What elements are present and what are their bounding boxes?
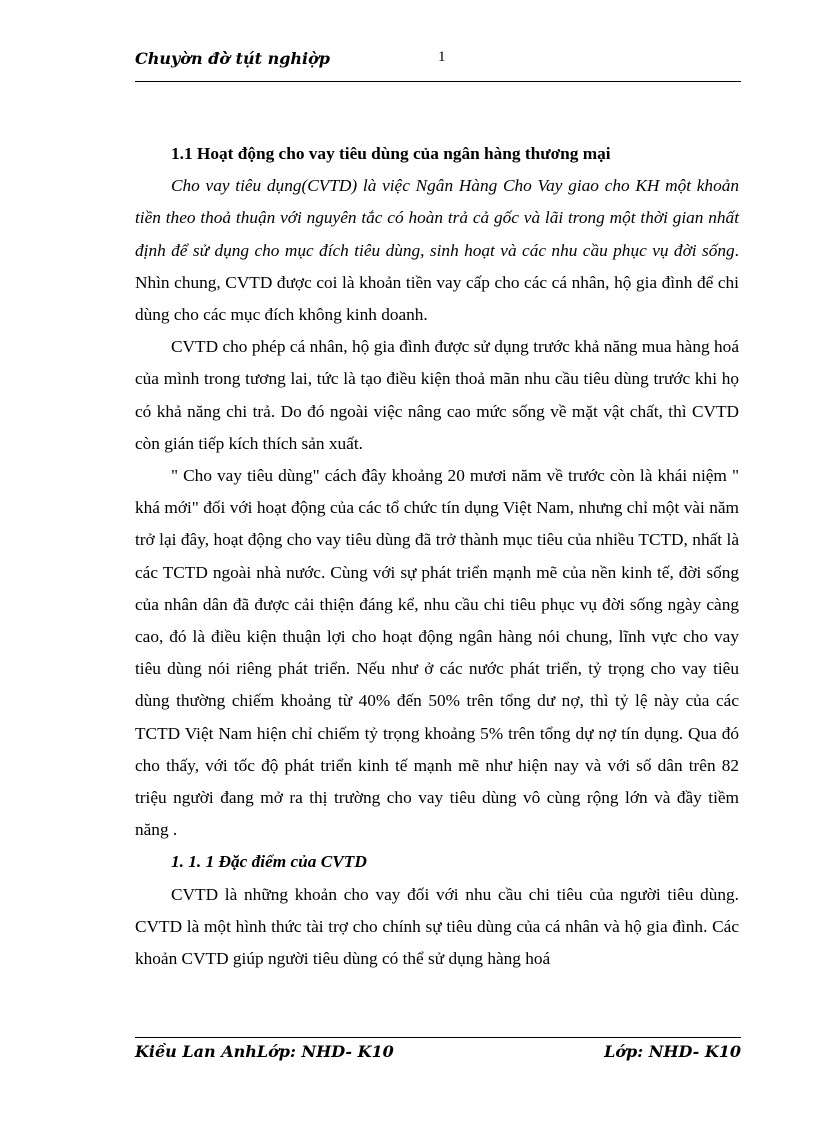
header-divider: [135, 81, 741, 82]
document-body: [135, 138, 739, 975]
subsection-heading: 1. 1. 1 Đặc điểm của CVTD: [171, 852, 367, 872]
header-title: Chuyờn đờ̀ tụ́t nghiợ̀p: [135, 49, 330, 68]
paragraph-1: [135, 170, 739, 331]
paragraph-1-lead: Cho vay tiêu dụng(CVTD) là việc Ngân Hàng Cho Vay giao cho KH một khoản tiền theo thoả thuận với nguyên tắc có hoàn trả cả gốc và lãi trong một thời gian nhất định để sử dụng cho mục đích tiêu dùng, sinh hoạt và các nhu cầu phục vụ đời sống: [135, 176, 739, 260]
paragraph-2: CVTD cho phép cá nhân, hộ gia đình được sử dụng trước khả năng mua hàng hoá của mình trong tương lai, tức là tạo điều kiện thoả mãn nhu cầu tiêu dùng trước khi họ có khả năng chi trả. Do đó ngoài việc nâng cao mức sống về mặt vật chất, thì CVTD còn gián tiếp kích thích sản xuất.: [135, 337, 739, 453]
page-number: 1: [438, 49, 446, 65]
paragraph-1-rest: . Nhìn chung, CVTD được coi là khoản tiền vay cấp cho các cá nhân, hộ gia đình để chi dùng cho các mục đích không kinh doanh.: [135, 240, 739, 325]
page-footer: [135, 1042, 741, 1070]
footer-author: Kiều Lan AnhLớp: NHD- K10: [135, 1042, 394, 1061]
page-header: [135, 47, 741, 77]
footer-divider: [135, 1037, 741, 1038]
section-heading: 1.1 Hoạt động cho vay tiêu dùng của ngân hàng thương mại: [171, 144, 611, 163]
footer-class: Lớp: NHD- K10: [604, 1042, 741, 1061]
paragraph-3: " Cho vay tiêu dùng" cách đây khoảng 20 mươi năm về trước còn là khái niệm " khá mới" đối với hoạt động của các tổ chức tín dụng Việt Nam, nhưng chỉ một vài năm trở lại đây, hoạt động cho vay tiêu dùng đã trở thành mục tiêu của nhiều TCTD, nhất là các TCTD ngoài nhà nước. Cùng với sự phát triển mạnh mẽ của nền kinh tế, đời sống của nhân dân đã được cải thiện đáng kể, nhu cầu chi tiêu phục vụ đời sống ngày càng cao, đó là điều kiện thuận lợi cho hoạt động ngân hàng nói chung, lĩnh vực cho vay tiêu dùng nói riêng phát triển. Nếu như ở các nước phát triển, tỷ trọng cho vay tiêu dùng thường chiếm khoảng từ 40% đến 50% trên tổng dư nợ, thì tỷ lệ này của các TCTD Việt Nam hiện chỉ chiếm tỷ trọng khoảng 5% trên tổng dự nợ tín dụng. Qua đó cho thấy, với tốc độ phát triển kinh tế mạnh mẽ như hiện nay và với số dân trên 82 triệu người đang mở ra thị trường cho vay tiêu dùng vô cùng rộng lớn và đầy tiềm năng .: [135, 466, 739, 840]
paragraph-4: CVTD là những khoản cho vay đối với nhu cầu chi tiêu của người tiêu dùng. CVTD là một hình thức tài trợ cho chính sự tiêu dùng của cá nhân và hộ gia đình. Các khoản CVTD giúp người tiêu dùng có thể sử dụng hàng hoá: [135, 884, 739, 969]
